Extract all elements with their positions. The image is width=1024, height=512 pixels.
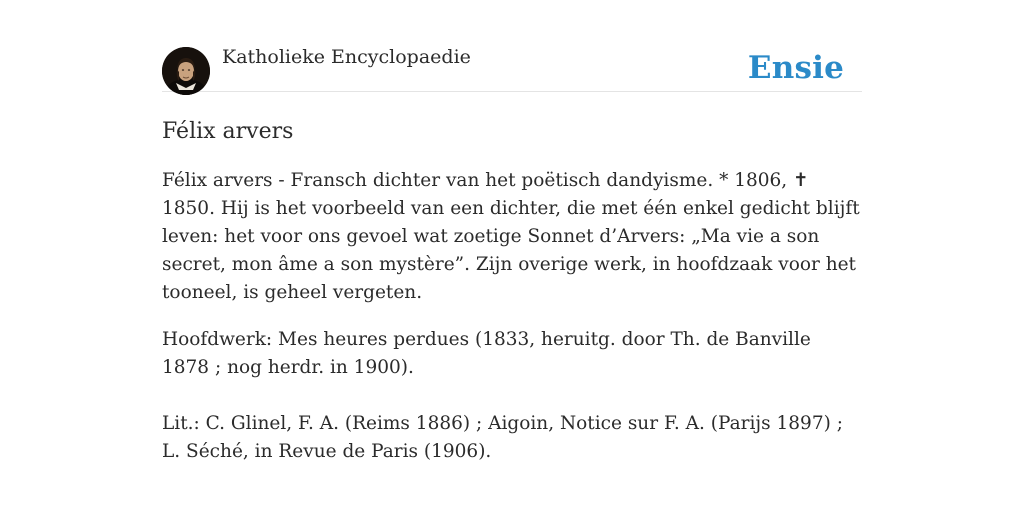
entry-card: [162, 40, 862, 466]
entry-paragraph-literature: Lit.: C. Glinel, F. A. (Reims 1886) ; Aigoin, Notice sur F. A. (Parijs 1897) ; L. Séché, in Revue de Paris (1906).: [162, 413, 843, 462]
site-title[interactable]: Katholieke Encyclopaedie: [222, 46, 471, 68]
entry-paragraph-main-work: Hoofdwerk: Mes heures perdues (1833, heruitg. door Th. de Banville 1878 ; nog herdr. in 1900).: [162, 329, 811, 378]
entry-paragraph-description: Félix arvers - Fransch dichter van het poëtisch dandyisme. * 1806, ✝ 1850. Hij is het voorbeeld van een dichter, die met één enkel gedicht blijft leven: het voor ons gevoel wat zoetige Sonnet d’Arvers: „Ma vie a son secret, mon âme a son mystère”. Zijn overige werk, in hoofdzaak voor het tooneel, is geheel vergeten.: [162, 170, 860, 303]
site-header: [162, 40, 862, 92]
brand-logo[interactable]: Ensie: [747, 50, 844, 86]
entry-title: Félix arvers: [162, 119, 294, 144]
portrait-avatar-icon[interactable]: [162, 47, 210, 95]
